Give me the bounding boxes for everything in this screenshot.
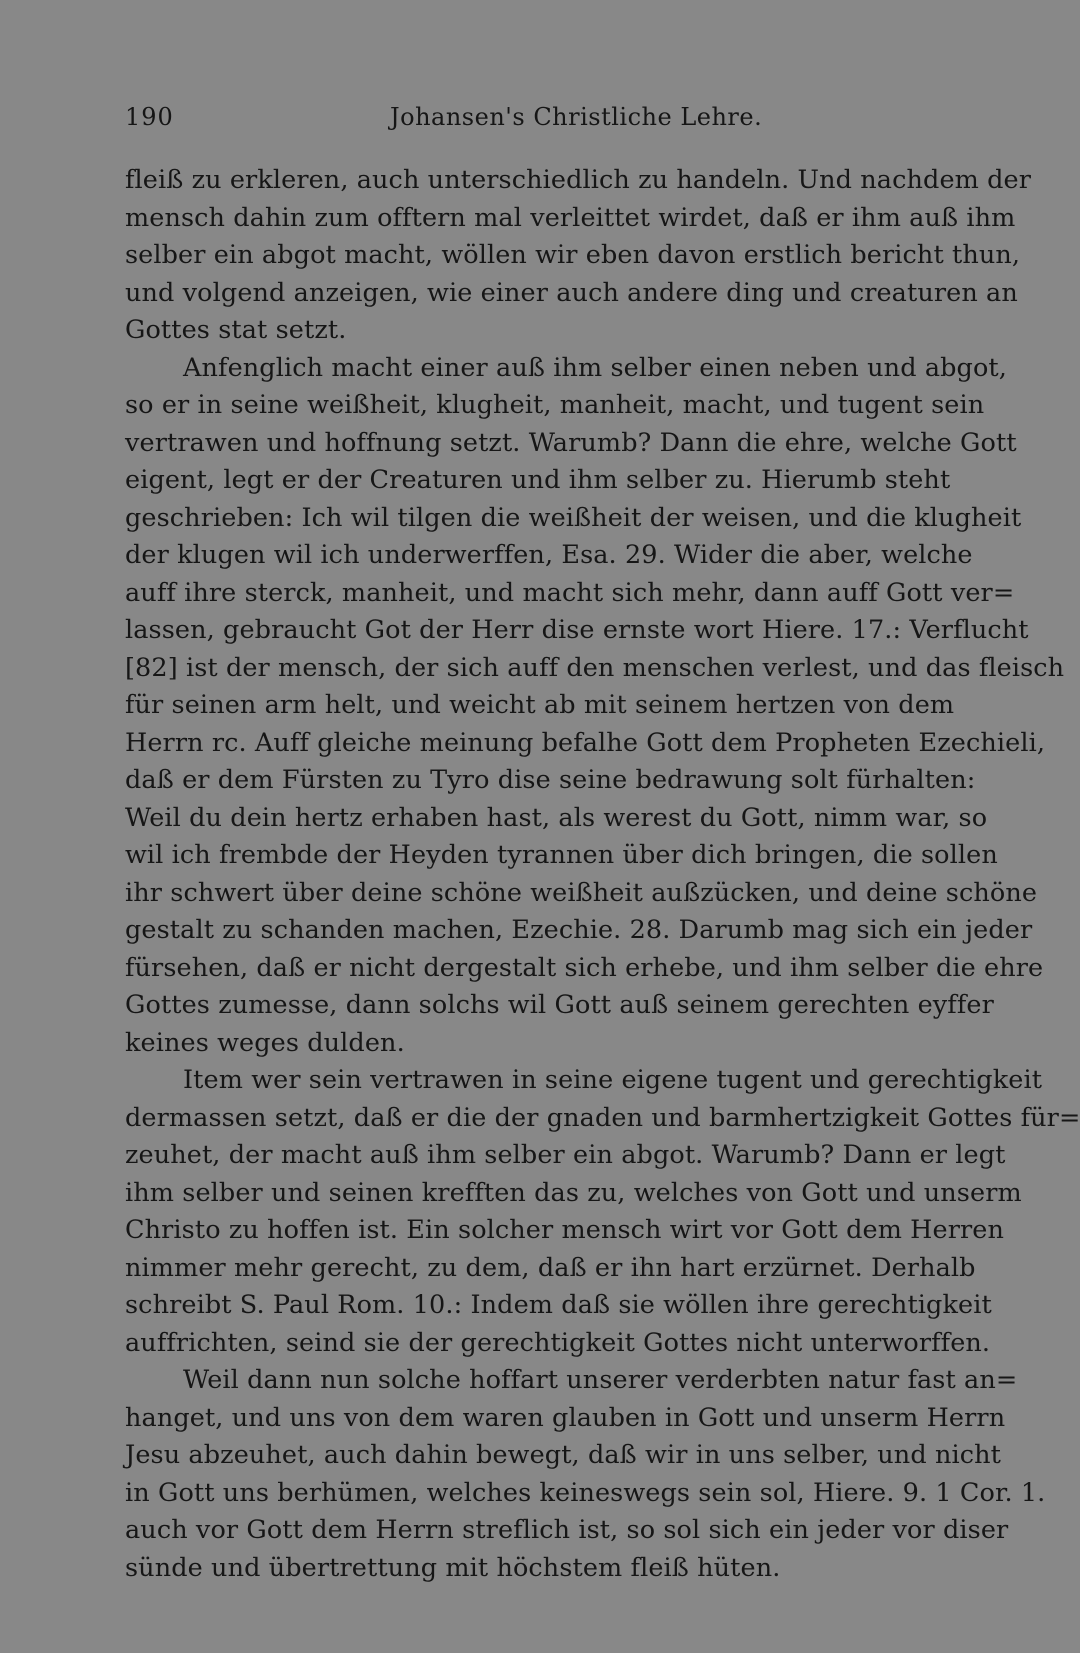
- text-line: vertrawen und hoffnung setzt. Warumb? Dann die ehre, welche Gott: [125, 427, 1017, 458]
- page-header: [125, 103, 925, 139]
- text-line: Herrn rc. Auff gleiche meinung befalhe Gott dem Propheten Ezechieli,: [125, 727, 1046, 758]
- text-line: eigent, legt er der Creaturen und ihm selber zu. Hierumb steht: [125, 465, 951, 495]
- text-line: Weil dann nun solche hoffart unserer verderbten natur fast an=: [183, 1365, 1018, 1395]
- page-number: 190: [125, 103, 174, 131]
- text-line: schreibt S. Paul Rom. 10.: Indem daß sie wöllen ihre gerechtigkeit: [125, 1290, 992, 1320]
- text-line: Jesu abzeuhet, auch dahin bewegt, daß wir in uns selber, und nicht: [125, 1440, 1001, 1470]
- text-line: ihr schwert über deine schöne weißheit außzücken, und deine schöne: [125, 877, 1038, 908]
- text-line: fürsehen, daß er nicht dergestalt sich erhebe, und ihm selber die ehre: [125, 952, 1044, 983]
- text-line: [82] ist der mensch, der sich auff den menschen verlest, und das fleisch: [125, 652, 1065, 683]
- text-line: fleiß zu erkleren, auch unterschiedlich zu handeln. Und nachdem der: [125, 165, 1032, 195]
- paragraph: [125, 1362, 1046, 1587]
- text-line: in Gott uns berhümen, welches keineswegs sein sol, Hiere. 9. 1 Cor. 1.: [125, 1477, 1046, 1508]
- paragraph: [125, 1062, 1080, 1362]
- text-line: auch vor Gott dem Herrn streflich ist, so sol sich ein jeder vor diser: [125, 1515, 1009, 1545]
- text-line: geschrieben: Ich wil tilgen die weißheit der weisen, und die klugheit: [125, 502, 1022, 533]
- text-line: mensch dahin zum offtern mal verleittet wirdet, daß er ihm auß ihm: [125, 202, 1016, 233]
- text-line: selber ein abgot macht, wöllen wir eben davon erstlich bericht thun,: [125, 240, 1021, 270]
- text-line: so er in seine weißheit, klugheit, manheit, macht, und tugent sein: [125, 390, 985, 420]
- running-head: Johansen's Christliche Lehre.: [390, 103, 763, 131]
- text-line: Anfenglich macht einer auß ihm selber einen neben und abgot,: [183, 352, 1007, 383]
- text-line: daß er dem Fürsten zu Tyro dise seine bedrawung solt fürhalten:: [125, 765, 976, 795]
- text-line: für seinen arm helt, und weicht ab mit seinem hertzen von dem: [125, 690, 955, 720]
- text-line: dermassen setzt, daß er die der gnaden und barmhertzigkeit Gottes für=: [125, 1102, 1080, 1133]
- text-line: gestalt zu schanden machen, Ezechie. 28. Darumb mag sich ein jeder: [125, 915, 1033, 945]
- text-line: wil ich frembde der Heyden tyrannen über dich bringen, die sollen: [125, 840, 998, 870]
- text-line: keines weges dulden.: [125, 1027, 405, 1058]
- text-line: der klugen wil ich underwerffen, Esa. 29. Wider die aber, welche: [125, 540, 973, 570]
- text-line: Gottes zumesse, dann solchs wil Gott auß seinem gerechten eyffer: [125, 990, 994, 1020]
- text-line: hanget, und uns von dem waren glauben in Gott und unserm Herrn: [125, 1402, 1006, 1433]
- paragraph: [125, 350, 1065, 1063]
- text-line: auffrichten, seind sie der gerechtigkeit Gottes nicht unterworffen.: [125, 1327, 991, 1358]
- text-line: Gottes stat setzt.: [125, 315, 347, 345]
- text-line: nimmer mehr gerecht, zu dem, daß er ihn hart erzürnet. Derhalb: [125, 1252, 976, 1283]
- body-text: [125, 162, 1080, 1587]
- text-line: zeuhet, der macht auß ihm selber ein abgot. Warumb? Dann er legt: [125, 1140, 1006, 1170]
- text-line: ihm selber und seinen krefften das zu, welches von Gott und unserm: [125, 1177, 1022, 1208]
- text-line: Christo zu hoffen ist. Ein solcher mensch wirt vor Gott dem Herren: [125, 1215, 1005, 1245]
- text-line: lassen, gebraucht Got der Herr dise ernste wort Hiere. 17.: Verflucht: [125, 615, 1029, 645]
- text-line: sünde und übertrettung mit höchstem fleiß hüten.: [125, 1552, 781, 1583]
- text-line: Weil du dein hertz erhaben hast, als werest du Gott, nimm war, so: [125, 802, 988, 833]
- text-line: Item wer sein vertrawen in seine eigene tugent und gerechtigkeit: [183, 1065, 1043, 1095]
- text-line: und volgend anzeigen, wie einer auch andere ding und creaturen an: [125, 277, 1018, 308]
- text-line: auff ihre sterck, manheit, und macht sich mehr, dann auff Gott ver=: [125, 577, 1015, 608]
- paragraph: [125, 162, 1032, 350]
